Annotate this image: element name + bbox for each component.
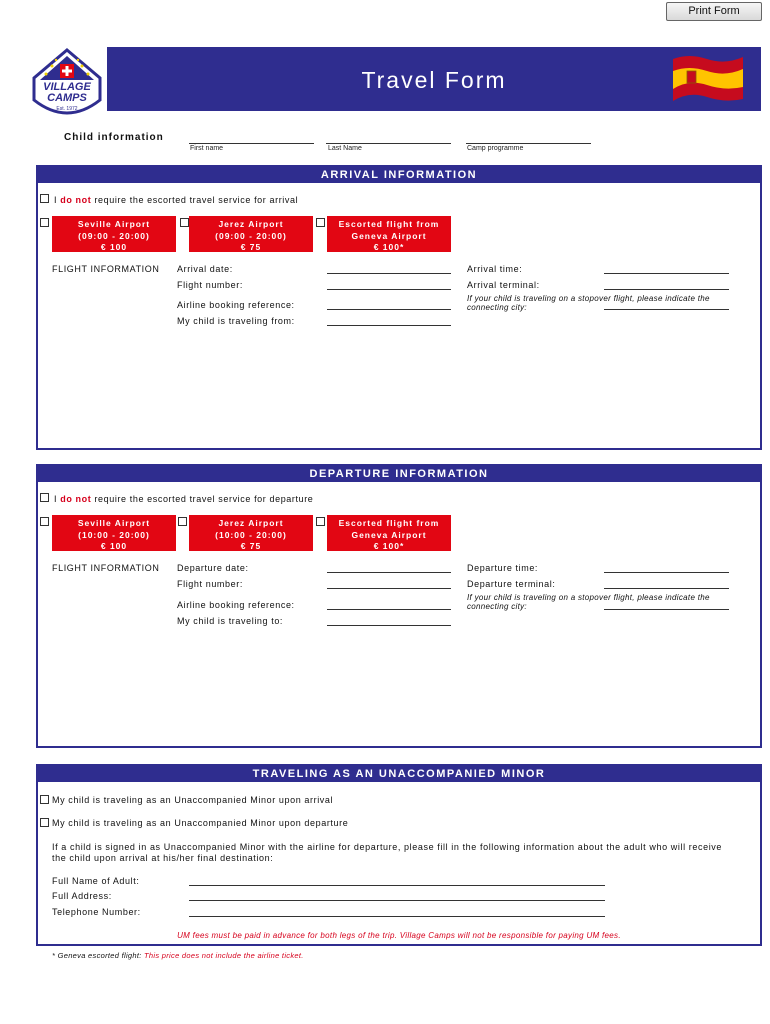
departure-time-label: Departure time:: [467, 563, 539, 573]
spain-flag-icon: [669, 51, 747, 106]
departure-date-field[interactable]: [327, 572, 451, 573]
um-fees-note: UM fees must be paid in advance for both legs of the trip. Village Camps will not be responsible for paying UM fees.: [177, 931, 621, 940]
departure-traveling-to-label: My child is traveling to:: [177, 616, 284, 626]
adult-full-name-label: Full Name of Adult:: [52, 876, 140, 886]
arrival-jerez-option: Jerez Airport (09:00 - 20:00) € 75: [189, 216, 313, 252]
page-title: Travel Form: [361, 67, 507, 93]
adult-full-address-label: Full Address:: [52, 891, 112, 901]
arrival-jerez-checkbox[interactable]: [180, 218, 189, 227]
logo-line1: VILLAGE: [43, 81, 91, 93]
minor-departure-checkbox[interactable]: [40, 818, 49, 827]
departure-geneva-checkbox[interactable]: [316, 517, 325, 526]
arrival-stopover-field[interactable]: [604, 309, 729, 310]
arrival-header: ARRIVAL INFORMATION: [38, 167, 760, 183]
minor-arrival-text: My child is traveling as an Unaccompanied Minor upon arrival: [52, 795, 334, 805]
arrival-booking-ref-field[interactable]: [327, 309, 451, 310]
adult-full-name-field[interactable]: [189, 885, 605, 886]
logo-est: Est. 1972: [56, 106, 78, 112]
footnote: * Geneva escorted flight: This price does not include the airline ticket.: [52, 951, 304, 960]
arrival-flight-number-field[interactable]: [327, 289, 451, 290]
arrival-traveling-from-field[interactable]: [327, 325, 451, 326]
departure-stopover-field[interactable]: [604, 609, 729, 610]
village-camps-logo: [32, 48, 102, 128]
departure-booking-ref-field[interactable]: [327, 609, 451, 610]
arrival-seville-option: Seville Airport (09:00 - 20:00) € 100: [52, 216, 176, 252]
arrival-flight-info-label: FLIGHT INFORMATION: [52, 264, 160, 274]
minor-arrival-checkbox[interactable]: [40, 795, 49, 804]
arrival-terminal-field[interactable]: [604, 289, 729, 290]
adult-full-address-field[interactable]: [189, 900, 605, 901]
departure-jerez-option: Jerez Airport (10:00 - 20:00) € 75: [189, 515, 313, 551]
departure-terminal-field[interactable]: [604, 588, 729, 589]
arrival-traveling-from-label: My child is traveling from:: [177, 316, 295, 326]
departure-jerez-checkbox[interactable]: [178, 517, 187, 526]
title-bar: [107, 47, 761, 111]
departure-traveling-to-field[interactable]: [327, 625, 451, 626]
camp-programme-field[interactable]: [466, 143, 591, 144]
departure-seville-option: Seville Airport (10:00 - 20:00) € 100: [52, 515, 176, 551]
first-name-field[interactable]: [189, 143, 314, 144]
departure-flight-number-field[interactable]: [327, 588, 451, 589]
departure-header: DEPARTURE INFORMATION: [38, 466, 760, 482]
departure-seville-checkbox[interactable]: [40, 517, 49, 526]
departure-time-field[interactable]: [604, 572, 729, 573]
arrival-booking-ref-label: Airline booking reference:: [177, 300, 295, 310]
arrival-time-field[interactable]: [604, 273, 729, 274]
arrival-opt-out-checkbox[interactable]: [40, 194, 49, 203]
departure-terminal-label: Departure terminal:: [467, 579, 556, 589]
arrival-opt-out-text: I do not require the escorted travel service for arrival: [54, 195, 299, 205]
last-name-label: Last Name: [328, 145, 362, 152]
camp-programme-label: Camp programme: [467, 145, 524, 152]
child-information-label: Child information: [64, 132, 164, 143]
arrival-flight-number-label: Flight number:: [177, 280, 243, 290]
departure-flight-number-label: Flight number:: [177, 579, 243, 589]
last-name-field[interactable]: [326, 143, 451, 144]
arrival-time-label: Arrival time:: [467, 264, 523, 274]
minor-departure-text: My child is traveling as an Unaccompanied Minor upon departure: [52, 818, 349, 828]
departure-opt-out-text: I do not require the escorted travel service for departure: [54, 494, 314, 504]
arrival-date-label: Arrival date:: [177, 264, 233, 274]
departure-flight-info-label: FLIGHT INFORMATION: [52, 563, 160, 573]
departure-booking-ref-label: Airline booking reference:: [177, 600, 295, 610]
arrival-geneva-option: Escorted flight from Geneva Airport € 100*: [327, 216, 451, 252]
minor-note-line1: If a child is signed in as Unaccompanied Minor with the airline for departure, please fill in the following information about the adult who will receive: [52, 842, 723, 852]
adult-telephone-field[interactable]: [189, 916, 605, 917]
departure-opt-out-checkbox[interactable]: [40, 493, 49, 502]
departure-geneva-option: Escorted flight from Geneva Airport € 100*: [327, 515, 451, 551]
first-name-label: First name: [190, 145, 224, 152]
print-form-button[interactable]: Print Form: [666, 2, 762, 21]
unaccompanied-minor-header: TRAVELING AS AN UNACCOMPANIED MINOR: [38, 766, 760, 782]
arrival-date-field[interactable]: [327, 273, 451, 274]
minor-note-line2: the child upon arrival at his/her final destination:: [52, 853, 274, 863]
arrival-seville-checkbox[interactable]: [40, 218, 49, 227]
adult-telephone-label: Telephone Number:: [52, 907, 141, 917]
arrival-stopover-text: If your child is traveling on a stopover flight, please indicate the connecting city:: [467, 294, 710, 312]
arrival-geneva-checkbox[interactable]: [316, 218, 325, 227]
arrival-terminal-label: Arrival terminal:: [467, 280, 540, 290]
departure-stopover-text: If your child is traveling on a stopover flight, please indicate the connecting city:: [467, 593, 710, 611]
logo-line2: CAMPS: [47, 92, 87, 104]
departure-date-label: Departure date:: [177, 563, 249, 573]
